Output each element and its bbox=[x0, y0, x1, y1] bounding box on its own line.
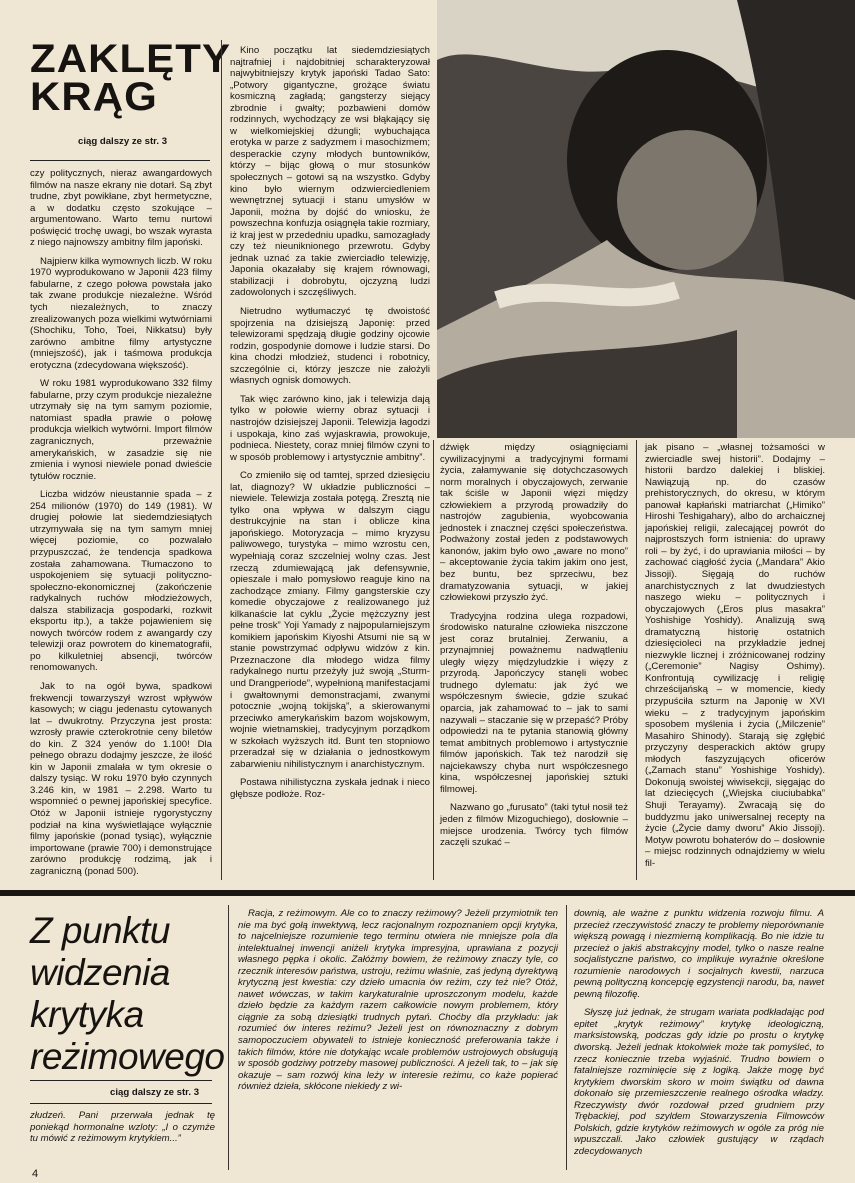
column-separator bbox=[228, 905, 229, 1170]
paragraph: Tak więc zarówno kino, jak i telewizja dają tylko w połowie wierny obraz sytuacji i nastrojów dzisiejszej Japonii. Telewizja łagodzi i uspokaja, kino zaś wyjaskrawia, prowokuje, podnieca. Niestety, coraz mniej filmów czyni to w sposób problemowy i artystycznie ambitny”. bbox=[230, 393, 430, 463]
paragraph: jak pisano – „własnej tożsamości w zwierciadle swej historii”. Dodajmy – historii bardzo dalekiej i bliskiej. Nawiązują np. do czasów prehistorycznych, do okresu, w którym panował kapłański matriarchat („Himiko” Hiroshi Teshigahary), albo do archaicznej japońskiej religii, zalecającej powrót do najprostszych form istnienia: do uprawy roli – by żyć, i do uprawiania miłości – by zachować ciągłość życia („Mandara” Akio Jissoji). Sięgają do ruchów anarchistycznych z lat dwudziestych naszego wieku – politycznych i obyczajowych („Eros plus masakra” Yoshishige Yoshidy). Analizują swą dramatyczną historię ostatnich dziesięcioleci na przykładzie jednej niezwykle licznej i zróżnicowanej rodziny („Ceremonie” Nagisy Oshimy). Konfrontują cywilizację i religię chrześcijańską – w momencie, kiedy przypuściła szturm na Japonię w XVI wieku – z tradycyjnym japońskim sposobem myślenia i życia („Milczenie” Masahiro Shinody). Starają się zgłębić przyczyny desperackich aktów grupy młodych faszyzujących oficerów („Zamach stanu” Yoshishige Yoshidy). Dokonują swoistej wiwisekcji, sięgając do lat dziecięcych („Wiejska ciuciubabka” Shuji Terayamy). Zwracają się do buddyzmu jako uniwersalnej recepty na życie („Życie damy dworu” Akio Jissoji). Motyw powrotu bohaterów do – dosłownie – miejsc rodzinnych odnajdziemy w wielu fil- bbox=[645, 442, 825, 869]
column-separator bbox=[636, 440, 637, 880]
paragraph: Słyszę już jednak, że strugam wariata podkładając pod epitet „krytyk reżimowy” krytykę ideologiczną, marksistowską, podczas gdy idzie po prostu o krytykę dworską. Jeżeli jednak ktokolwiek może tak pomyśleć, to rzecz koniecznie trzeba wyjaśnić. Trudno bowiem o fatalniejsze rozminięcie się z logiką. Jakże mogę być krytykiem dworskim skoro w moim świątku od dawna dokonało się przemieszczenie realnego ośrodka władzy. Rzeczywisty dwór rozdował przed grudniem przy Trębackiej, pod szyldem Stowarzyszenia Filmowców Polskich, gdzie krytyków reżimowych w ogóle za próg nie wpuszczali. Jako człowiek gustujący w rządach zdecydowanych bbox=[574, 1007, 824, 1157]
paragraph: Nietrudno wytłumaczyć tę dwoistość spojrzenia na dzisiejszą Japonię: przed telewizorami spędzają długie godziny ojcowie rodzin, gospodynie domowe i ludzie starsi. Do kina chodzi młodzież, studenci i robotnicy, szczególnie ci, którzy jeszcze nie założyli własnych ognisk domowych. bbox=[230, 306, 430, 387]
paragraph: Racja, z reżimowym. Ale co to znaczy reżimowy? Jeżeli przymiotnik ten nie ma być gołą inwektywą, lecz racjonalnym rozpoznaniem opcji krytyka, to najcelniejsze rozumienie tego terminu otwiera nie mniejsze pola dla intelektualnej inwencji aniżeli krytyka impresyjna, uprawiana z pozycji własnego pępka i okolic. Załóżmy bowiem, że reżimowy znaczy tyle, co rzecznik interesów państwa, ustroju, reżimu właśnie, zaś jedyną dyrektywą krytyczną jest kwestia: czy dzieło umacnia ów reżim, czy też nie? Otóż, nawet wówczas, w takim karykaturalnie uproszczonym modelu, każde dzieło będzie za każdym razem całkowicie nowym problemem, który ciągnie za sobą dziesiątki trudnych pytań. Choćby dla przykładu: jak rozumieć ów interes reżimu? Jeżeli jest on równoznaczny z dobrym samopoczuciem obywateli to istnieje konieczność preferowania także i takich filmów, które nie dotykając wcale problemów ustrojowych obsługują w sposób godziwy potrzeby masowej publiczności. A jeżeli tak, to – jak się okazuje – sam rozwój kina leży w interesie reżimu, co każe popierać również dzieła, skłócone niekiedy z wi- bbox=[238, 908, 558, 1093]
column-separator bbox=[566, 905, 567, 1170]
page-number: 4 bbox=[32, 1168, 39, 1180]
paragraph: czy politycznych, nieraz awangardowych filmów na nasze ekrany nie dotarł. Są zbyt trudne, zbyt powikłane, zbyt hermetyczne, a w dodatku często szokujące – argumentowano. Warto temu nurtowi poświęcić trochę uwagi, bo wszak wyrasta z niego najnowszy ambitny film japoński. bbox=[30, 168, 212, 249]
article-headline-2: Z punktu widzenia krytyka reżimowego bbox=[30, 910, 225, 1077]
film-still-image bbox=[437, 0, 855, 438]
paragraph: Postawa nihilistyczna zyskała jednak i nieco głębsze podłoże. Roz- bbox=[230, 777, 430, 800]
paragraph: Liczba widzów nieustannie spada – z 254 milionów (1970) do 149 (1981). W drugiej połowie lat siedemdziesiątych utrzymywała się na tym samym mniej więcej poziomie, co pozwalało przypuszczać, że tendencja spadkowa została zahamowana. Tłumaczono to uspokojeniem się sytuacji polityczno-społeczno-ekonomicznej (zakończenie radykalnych ruchów młodzieżowych, dalsza stabilizacja gospodarki, rozkwit eksportu itp.), a także pojawieniem się nowych twórców rodem z awangardy czy telewizji oraz powrotem do kinematografii, po kilkuletniej absencji, twórców renomowanych. bbox=[30, 489, 212, 674]
article2-column-3 bbox=[574, 908, 824, 1164]
divider-rule bbox=[30, 1080, 212, 1081]
continued-note: ciąg dalszy ze str. 3 bbox=[110, 1087, 200, 1098]
divider-rule bbox=[30, 1103, 212, 1104]
paragraph: Tradycyjna rodzina ulega rozpadowi, środowisko naturalne człowieka niszczone jest coraz brutalniej. Zerwaniu, a przynajmniej poważnemu nadwątleniu uległy więzy międzyludzkie i więzy z przyrodą. Japończycy stanęli wobec trudnego dylematu: jak żyć we współczesnym świecie, gdzie szukać oparcia, jak zahamować to – jak to sami nazywali – staczanie się w przepaść? Próby odpowiedzi na te pytania stanowią główny temat ambitnych problemowo i artystycznie filmów japońskich. Tak też narodził się najciekawszy chyba nurt współczesnego kina, współczesnej japońskiej sztuki filmowej. bbox=[440, 610, 628, 795]
paragraph: Najpierw kilka wymownych liczb. W roku 1970 wyprodukowano w Japonii 423 filmy fabularne, z czego połowa powstała jako tak zwane produkcje niezależne. Wśród tych niezależnych, to znaczy zrealizowanych poza wielkimi wytwórniami (Shochiku, Toho, Toei, Nikkatsu) były zarówno ambitne filmy artystyczne (mniejszość), jak i taśmowa produkcja erotyczna (zdecydowana większość). bbox=[30, 255, 212, 371]
paragraph: W roku 1981 wyprodukowano 332 filmy fabularne, przy czym produkcje niezależne utrzymały się na tym samym poziomie, natomiast spadła prawie o połowę produkcja wielkich wytwórni. Import filmów zagranicznych, przeważnie amerykańskich, w zasadzie się nie zmienia i wynosi niewiele ponad dwieście tytułów rocznie. bbox=[30, 378, 212, 482]
article-column-4 bbox=[645, 442, 825, 876]
article-column-3 bbox=[440, 442, 628, 856]
film-still-photo bbox=[437, 0, 855, 438]
paragraph: Co zmieniło się od tamtej, sprzed dziesięciu lat, diagnozy? W układzie publiczności – niewiele. Telewizja została potęgą. Zresztą nie tylko ona wpływa w dalszym ciągu destrukcyjnie na stan i oblicze kina japońskiego. Motoryzacja – mimo kryzysu paliwowego, turystyka – mimo wzrostu cen, wypełniają coraz szczelniej wolny czas. Jest rzeczą zdumiewającą jak defensywnie, opieszale i mało pomysłowo reaguje kino na zachodzące zmiany. Filmy gangsterskie czy komedie obyczajowe z realizowanego już kilkanaście lat cyklu „Życie mężczyzny jest pełne trosk” Yoji Yamady z najpopularniejszym komikiem japońskim Kiyoshi Atsumi nie są w stanie powstrzymać odpływu widzów z kin. Przeznaczone dla młodego widza filmy radykalnego nurtu przeżyły już swoją „Sturm-und Drangperiode”, wypełnioną manifestacjami i gwałtownymi demonstracjami, zwanymi potocznie „wojną tokijską”, a skierowanymi przeciwko amerykańskim bazom wojskowym, wojnie wietnamskiej, tradycyjnym porządkom w szkołach wyższych itd. Bunt ten stopniowo przeradzał się w działania o jednostkowym zabarwieniu nihilistycznym i anarchistycznym. bbox=[230, 470, 430, 770]
column-separator bbox=[221, 40, 222, 880]
paragraph: złudzeń. Pani przerwała jednak tę poniekąd hormonalne wzloty: „I o czymże tu mówić z reżimowym krytykiem...” bbox=[30, 1110, 215, 1145]
article2-column-2 bbox=[238, 908, 558, 1100]
section-divider bbox=[0, 890, 855, 896]
article-headline: ZAKLĘTY KRĄG bbox=[30, 37, 231, 119]
paragraph: downią, ale ważne z punktu widzenia rozwoju filmu. A przecież rzeczywistość znaczy te problemy nieporównanie większą powagą i niezmierną komplikacją. Bo nie idzie tu przecież o jakiś abstrakcyjny model, tylko o nasze realne socjalistyczne państwo, co implikuje wyraźnie określone rozumienie narodowych i socjalnych kwestii, narzuca pewną polityczną koncepcję egzystencji narodu, ba, nawet pewną filozofię. bbox=[574, 908, 824, 1000]
column-separator bbox=[433, 440, 434, 880]
paragraph: Kino początku lat siedemdziesiątych najtrafniej i najdobitniej scharakteryzował najwybitniejszy krytyk japoński Tadao Sato: „Potwory gigantyczne, grożące światu kosmiczną zagładą; gangsterzy siejący zbrodnie i gwałty; pozbawieni domów rodzinnych, wychodzący ze wsi błąkający się w wielkomiejskiej dżungli; wybuchająca erotyka w parze z sadyzmem i masochizmem; desperackie czyny młodych buntowników, którzy – bijąc głową o mur stosunków społecznych – gotowi są na wszystko. Gdyby kino było wiernym odzwierciedleniem wewnętrznej sytuacji i stanu umysłów w Japonii, można by dojść do wniosku, że powszechna konfuzja osiągnęła takie rozmiary, iż kraj jest w przededniu upadku, samozagłady czy też nieuniknionego przewrotu. Gdyby jednak uznać za takie zwierciadło telewizję, Japonia okazałaby się krajem równowagi, stabilizacji i dobrobytu, ojczyzną ludzi zadowolonych i szczęśliwych. bbox=[230, 45, 430, 299]
divider-rule bbox=[30, 160, 210, 161]
continued-note: ciąg dalszy ze str. 3 bbox=[78, 136, 168, 147]
paragraph: Nazwano go „furusato” (taki tytuł nosił też jeden z filmów Mizoguchiego), dosłownie – miejsce urodzenia. Twórcy tych filmów zaczęli szukać – bbox=[440, 802, 628, 849]
article2-column-1 bbox=[30, 1110, 215, 1152]
paragraph: dźwięk między osiągnięciami cywilizacyjnymi a tradycyjnymi formami życia, załamywanie się dotychczasowych norm moralnych i obyczajowych, zerwanie tak ściśle w Japonii więzi między człowiekiem a przyrodą prowadziły do nastrojów zagubienia, wyobcowania jednostek i znacznej części społeczeństwa. Podważony został jeden z podstawowych kanonów, jakim było owo „aware no mono” – akceptowanie życia takim jakim ono jest, bez buntu, bez sprzeciwu, bez dramatyzowania sytuacji, w jakiej człowiekowi przyszło żyć. bbox=[440, 442, 628, 604]
article-column-1 bbox=[30, 168, 212, 884]
article-column-2 bbox=[230, 45, 430, 807]
paragraph: Jak to na ogół bywa, spadkowi frekwencji towarzyszył wzrost wpływów kasowych; w ciągu jedenastu cytowanych lat – dwukrotny. Przyczyna jest prosta: wzrosły prawie czterokrotnie ceny biletów do kin. Z 324 yenów do 1.100! Dla pełnego obrazu dodajmy jeszcze, że ilość kin w Japonii zmalała w tym okresie o dalszy tysiąc. W roku 1970 było czynnych 3.246 kin, w 1981 – 2.298. Warto tu wspomnieć o pewnej japońskiej specyfice. Otóż w Japonii istnieje rygorystyczny podział na kina wyświetlające wyłącznie filmy japońskie (ponad tysiąc), wyłącznie importowane (prawie 700) i demonstrujące zarówno produkcję rodzimą, jak i zagraniczną (ponad 500). bbox=[30, 680, 212, 877]
